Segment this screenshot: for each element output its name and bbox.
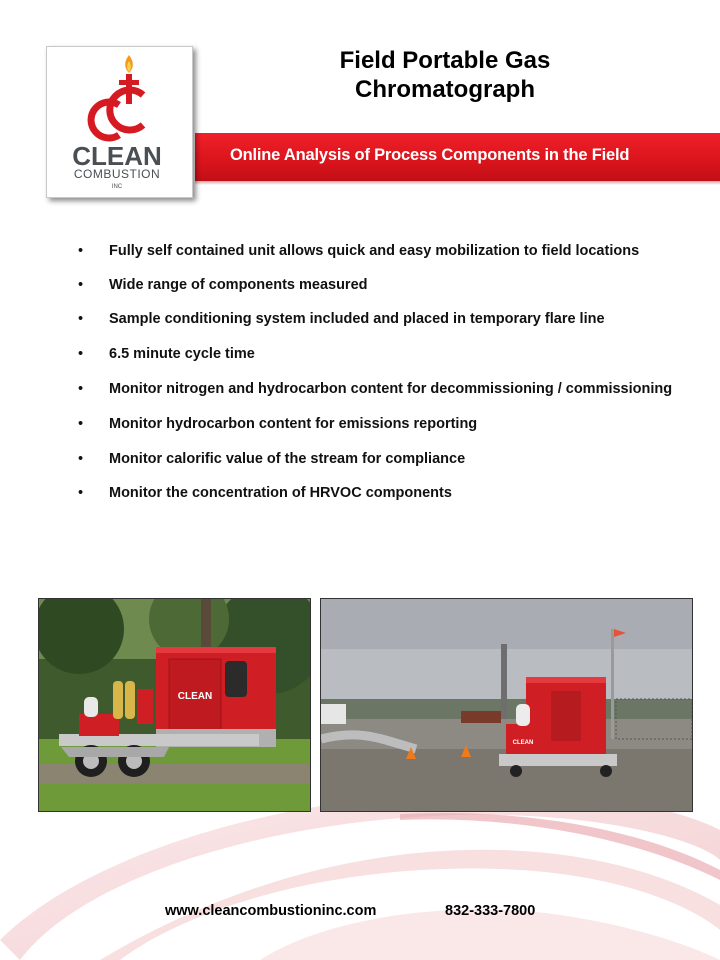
logo-name-line1: CLEAN	[72, 141, 162, 171]
feature-item	[78, 416, 678, 433]
logo-name-line2: COMBUSTION	[73, 167, 161, 181]
page-title	[300, 46, 590, 104]
footer-phone-number: 832-333-7800	[445, 903, 536, 919]
feature-list	[78, 243, 678, 502]
photo-trailer-side	[38, 598, 311, 812]
feature-item	[78, 243, 678, 260]
feature-item	[78, 451, 678, 468]
header-tagline: Online Analysis of Process Components in the Field	[230, 146, 630, 164]
feature-text: Sample conditioning system included and placed in temporary flare line	[109, 311, 605, 327]
feature-text: Wide range of components measured	[109, 277, 368, 293]
feature-text: 6.5 minute cycle time	[109, 346, 255, 362]
feature-item	[78, 311, 678, 328]
feature-item	[78, 485, 678, 502]
trailer-logo-label: CLEAN	[177, 691, 213, 702]
bullet-icon: •	[78, 485, 84, 501]
bullet-icon: •	[78, 381, 84, 397]
feature-item	[78, 346, 678, 363]
bullet-icon: •	[78, 451, 84, 467]
bullet-icon: •	[78, 416, 84, 432]
feature-item	[78, 381, 678, 398]
feature-item	[78, 277, 678, 294]
bullet-icon: •	[78, 311, 84, 327]
feature-text: Monitor the concentration of HRVOC components	[109, 485, 452, 501]
feature-text: Monitor nitrogen and hydrocarbon content for decommissioning / commissioning	[109, 381, 673, 397]
feature-text: Monitor hydrocarbon content for emissions reporting	[109, 416, 478, 432]
bullet-icon: •	[78, 277, 84, 293]
bullet-icon: •	[78, 346, 84, 362]
company-logo	[46, 46, 193, 198]
page-title-line2: Chromatograph	[355, 76, 535, 103]
unit-logo-label: CLEAN	[512, 740, 534, 746]
banner-shadow	[195, 181, 720, 185]
page-title-line1: Field Portable Gas	[339, 47, 551, 74]
feature-text: Monitor calorific value of the stream for compliance	[109, 451, 466, 467]
bullet-icon: •	[78, 243, 84, 259]
footer-website-link[interactable]: www.cleancombustioninc.com	[165, 903, 377, 919]
logo-name-line3: INC	[111, 184, 123, 190]
photo-trailer-site	[320, 598, 693, 812]
clean-combustion-logo-icon	[47, 47, 192, 197]
feature-text: Fully self contained unit allows quick and easy mobilization to field locations	[109, 243, 640, 259]
